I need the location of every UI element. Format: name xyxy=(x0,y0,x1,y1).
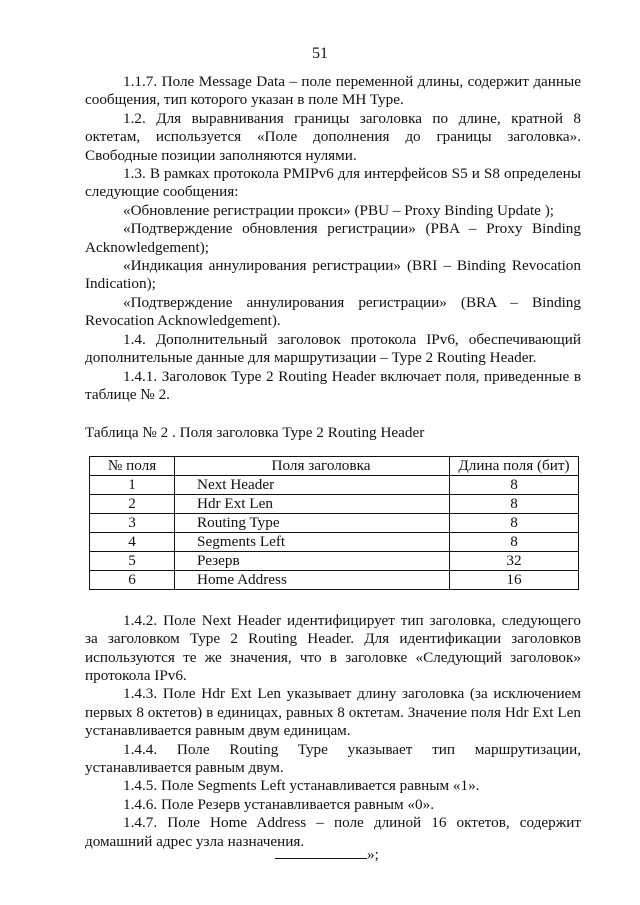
cell-length: 8 xyxy=(450,494,579,513)
cell-name: Hdr Ext Len xyxy=(175,494,450,513)
paragraph-1-4-3: 1.4.3. Поле Hdr Ext Len указывает длину заголовка (за исключением первых 8 октетов) в единицах, равных 8 октетам. Значение поля Hdr Ext Len устанавливается равным двум единицам. xyxy=(85,685,581,740)
paragraph-1-1-7: 1.1.7. Поле Message Data – поле переменной длины, содержит данные сообщения, тип которого указан в поле MH Type. xyxy=(85,73,581,109)
paragraph-1-4-7: 1.4.7. Поле Home Address – поле длиной 16 октетов, содержит домашний адрес узла назначения. xyxy=(85,814,581,850)
cell-length: 32 xyxy=(450,551,579,570)
cell-number: 6 xyxy=(90,570,175,589)
paragraph-1-4-2: 1.4.2. Поле Next Header идентифицирует тип заголовка, следующего за заголовком Type 2 Routing Header. Для идентификации заголовков используются те же значения, что в заголовке «Следующий заголовок» протокола IPv6. xyxy=(85,611,581,684)
routing-header-fields-table xyxy=(89,456,579,590)
cell-name: Segments Left xyxy=(175,532,450,551)
cell-name: Next Header xyxy=(175,475,450,494)
table-row xyxy=(90,532,579,551)
cell-name: Home Address xyxy=(175,570,450,589)
paragraph-1-4-1: 1.4.1. Заголовок Type 2 Routing Header включает поля, приведенные в таблице № 2. xyxy=(85,367,581,403)
message-bra: «Подтверждение аннулирования регистрации» (BRA – Binding Revocation Acknowledgement). xyxy=(85,293,581,330)
cell-name: Routing Type xyxy=(175,513,450,532)
cell-number: 3 xyxy=(90,513,175,532)
header-field-length: Длина поля (бит) xyxy=(450,456,579,475)
blank-line xyxy=(275,844,367,859)
message-pbu: «Обновление регистрации прокси» (PBU – Proxy Binding Update ); xyxy=(123,201,554,219)
paragraph-1-4-5: 1.4.5. Поле Segments Left устанавливается равным «1». xyxy=(123,777,480,795)
cell-length: 16 xyxy=(450,570,579,589)
page-number: 51 xyxy=(312,45,328,62)
cell-number: 2 xyxy=(90,494,175,513)
table-row xyxy=(90,513,579,532)
closing-line xyxy=(275,844,379,864)
paragraph-1-4: 1.4. Дополнительный заголовок протокола IPv6, обеспечивающий дополнительные данные для маршрутизации – Type 2 Routing Header. xyxy=(85,330,581,367)
table-caption: Таблица № 2 . Поля заголовка Type 2 Routing Header xyxy=(85,424,425,442)
table-row xyxy=(90,551,579,570)
paragraph-1-4-4: 1.4.4. Поле Routing Type указывает тип маршрутизации, устанавливается равным двум. xyxy=(85,740,581,776)
cell-number: 4 xyxy=(90,532,175,551)
table-row xyxy=(90,494,579,513)
table-row xyxy=(90,570,579,589)
header-field-name: Поля заголовка xyxy=(175,456,450,475)
cell-length: 8 xyxy=(450,532,579,551)
document-body xyxy=(85,73,581,851)
cell-length: 8 xyxy=(450,513,579,532)
table-row xyxy=(90,475,579,494)
message-bri: «Индикация аннулирования регистрации» (BRI – Binding Revocation Indication); xyxy=(85,257,581,293)
table-header-row xyxy=(90,456,579,475)
message-pba: «Подтверждение обновления регистрации» (PBA – Proxy Binding Acknowledgement); xyxy=(85,220,581,256)
cell-name: Резерв xyxy=(175,551,450,570)
paragraph-1-4-6: 1.4.6. Поле Резерв устанавливается равным «0». xyxy=(123,795,434,813)
cell-length: 8 xyxy=(450,475,579,494)
paragraph-1-2: 1.2. Для выравнивания границы заголовка по длине, кратной 8 октетам, используется «Поле дополнения до границы заголовка». Свободные позиции заполняются нулями. xyxy=(85,109,581,164)
paragraph-1-3: 1.3. В рамках протокола PMIPv6 для интерфейсов S5 и S8 определены следующие сообщения: xyxy=(85,165,581,201)
closing-quote: »; xyxy=(367,846,379,863)
cell-number: 5 xyxy=(90,551,175,570)
header-field-number: № поля xyxy=(90,456,175,475)
cell-number: 1 xyxy=(90,475,175,494)
